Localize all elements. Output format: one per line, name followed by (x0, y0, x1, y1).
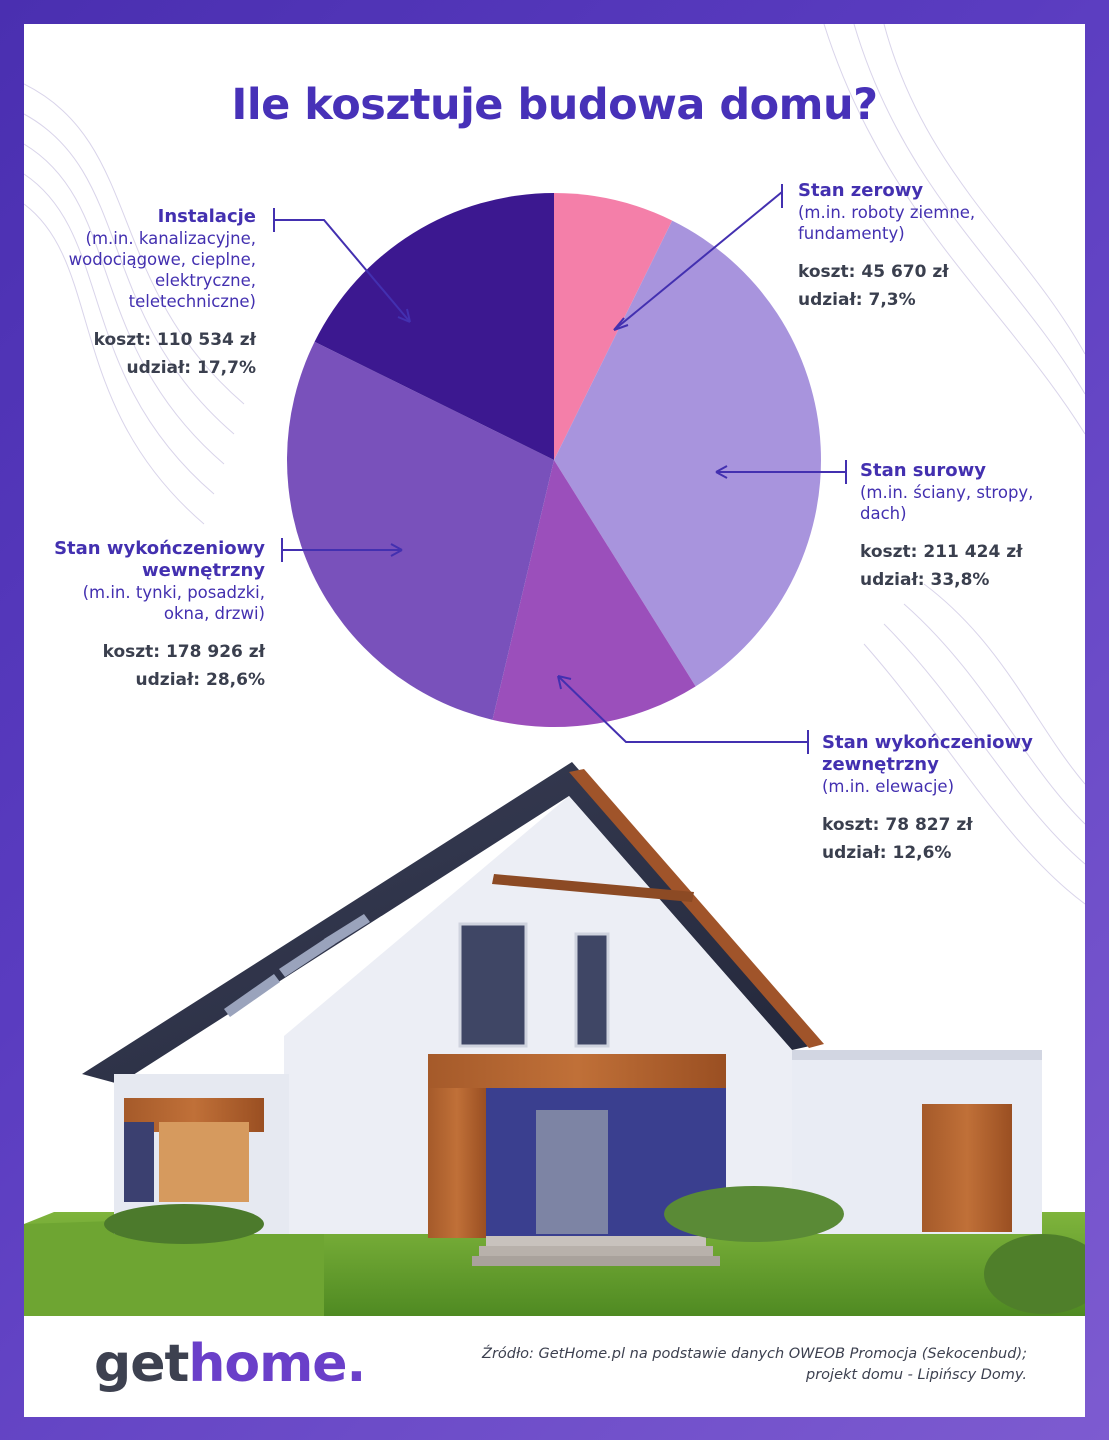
slice-cost: koszt: 178 926 zł (102, 642, 265, 662)
slice-share: udział: 17,7% (126, 358, 256, 378)
slice-desc: dach) (860, 504, 907, 523)
slice-desc: teletechniczne) (128, 292, 256, 311)
slice-cost: koszt: 78 827 zł (822, 815, 973, 835)
source-line: projekt domu - Lipińscy Domy. (806, 1367, 1027, 1383)
infographic-card (24, 24, 1085, 1417)
slice-cost: koszt: 45 670 zł (798, 262, 949, 282)
slice-name: Stan zerowy (798, 180, 924, 201)
slice-name: Stan surowy (860, 460, 986, 481)
slice-name: Stan wykończeniowy (822, 732, 1033, 753)
slice-name: Stan wykończeniowy (54, 538, 265, 559)
slice-desc: (m.in. kanalizacyjne, (85, 229, 256, 248)
slice-name: Instalacje (157, 206, 256, 227)
logo-get: get (94, 1334, 189, 1394)
slice-desc: elektryczne, (154, 271, 256, 290)
slice-desc: okna, drzwi) (163, 604, 265, 623)
logo-home: home. (188, 1334, 366, 1394)
page-title: Ile kosztuje budowa domu? (231, 80, 878, 130)
slice-share: udział: 33,8% (860, 570, 990, 590)
slice-cost: koszt: 211 424 zł (860, 542, 1023, 562)
slice-cost: koszt: 110 534 zł (93, 330, 256, 350)
slice-desc: (m.in. elewacje) (822, 777, 955, 796)
slice-desc: wodociągowe, cieplne, (68, 250, 256, 269)
slice-share: udział: 28,6% (135, 670, 265, 690)
slice-desc: (m.in. tynki, posadzki, (82, 583, 265, 602)
house-illustration-icon (24, 24, 1085, 1417)
slice-desc: fundamenty) (798, 224, 905, 243)
slice-share: udział: 7,3% (798, 290, 916, 310)
slice-desc: (m.in. roboty ziemne, (798, 203, 976, 222)
footer (24, 1316, 1085, 1417)
slice-share: udział: 12,6% (822, 843, 952, 863)
slice-name: zewnętrzny (822, 754, 939, 775)
source-note (387, 1344, 1027, 1386)
gethome-logo[interactable] (94, 1334, 365, 1394)
slice-name: wewnętrzny (142, 560, 265, 581)
source-line: Źródło: GetHome.pl na podstawie danych OWEOB Promocja (Sekocenbud); (482, 1346, 1027, 1362)
slice-desc: (m.in. ściany, stropy, (860, 483, 1034, 502)
